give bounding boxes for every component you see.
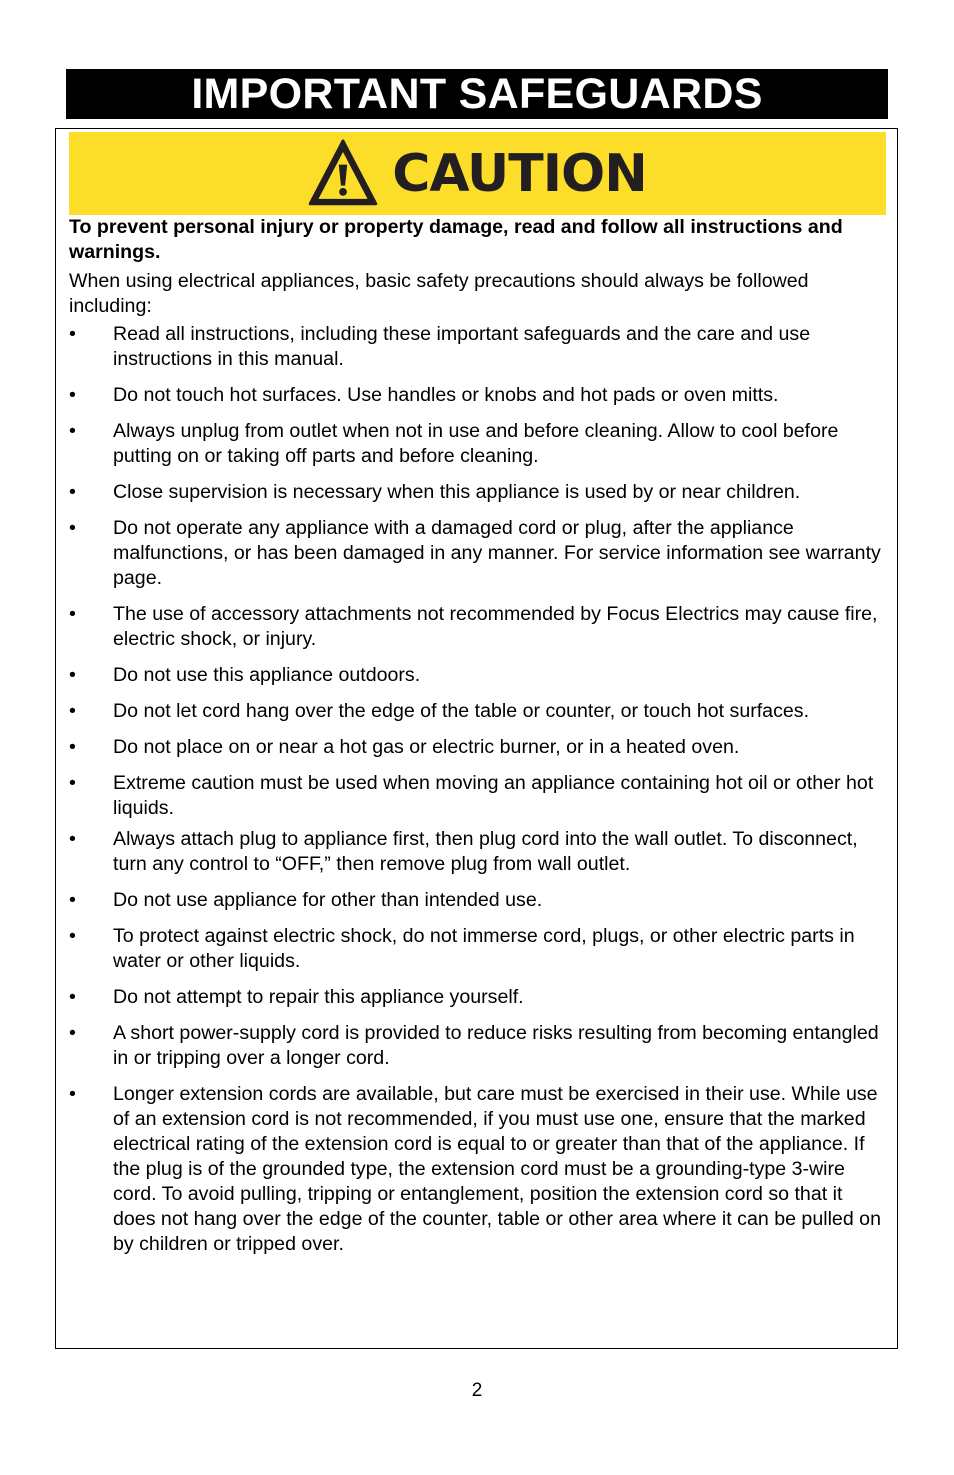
intro-text: When using electrical appliances, basic safety precautions should always be followed including: bbox=[69, 270, 809, 317]
lead-warning: To prevent personal injury or property damage, read and follow all instructions and warnings. bbox=[69, 216, 843, 263]
safeguards-list bbox=[69, 322, 889, 1257]
bullet: • bbox=[69, 420, 76, 442]
bullet: • bbox=[69, 736, 76, 758]
bullet: • bbox=[69, 772, 76, 794]
page-number: 2 bbox=[471, 1380, 483, 1401]
list-item: • Do not touch hot surfaces. Use handles or knobs and hot pads or oven mitts. bbox=[69, 384, 779, 406]
warning-triangle-icon bbox=[308, 138, 378, 208]
bullet: • bbox=[69, 1083, 76, 1105]
safeguards-content bbox=[69, 215, 889, 1268]
bullet: • bbox=[69, 664, 76, 686]
bullet: • bbox=[69, 603, 76, 625]
list-item: • Do not use appliance for other than intended use. bbox=[69, 889, 543, 911]
list-item: • To protect against electric shock, do not immerse cord, plugs, or other electric parts in water or other liquids. bbox=[69, 925, 855, 972]
bullet: • bbox=[69, 986, 76, 1008]
list-item: • Do not use this appliance outdoors. bbox=[69, 664, 421, 686]
bullet: • bbox=[69, 517, 76, 539]
list-item: • Do not attempt to repair this appliance yourself. bbox=[69, 986, 524, 1008]
list-item: • Extreme caution must be used when moving an appliance containing hot oil or other hot liquids. bbox=[69, 772, 874, 819]
bullet: • bbox=[69, 384, 76, 406]
bullet: • bbox=[69, 828, 76, 850]
list-item: • The use of accessory attachments not recommended by Focus Electrics may cause fire, electric shock, or injury. bbox=[69, 603, 878, 650]
caution-banner bbox=[69, 132, 886, 215]
list-item: • Do not let cord hang over the edge of the table or counter, or touch hot surfaces. bbox=[69, 700, 810, 722]
bullet: • bbox=[69, 1022, 76, 1044]
bullet: • bbox=[69, 700, 76, 722]
safeguards-box bbox=[55, 128, 898, 1349]
list-item: • Do not operate any appliance with a damaged cord or plug, after the appliance malfunctions, or has been damaged in any manner. For service information see warranty page. bbox=[69, 517, 881, 589]
bullet: • bbox=[69, 323, 76, 345]
list-item: • Do not place on or near a hot gas or electric burner, or in a heated oven. bbox=[69, 736, 740, 758]
bullet: • bbox=[69, 889, 76, 911]
bullet: • bbox=[69, 481, 76, 503]
list-item: • Always attach plug to appliance first, then plug cord into the wall outlet. To disconnect, turn any control to “OFF,” then remove plug from wall outlet. bbox=[69, 828, 858, 875]
caution-label: CAUTION bbox=[392, 143, 647, 204]
list-item: • Read all instructions, including these important safeguards and the care and use instructions in this manual. bbox=[69, 323, 811, 370]
page-title: IMPORTANT SAFEGUARDS bbox=[66, 69, 888, 119]
list-item: • Close supervision is necessary when this appliance is used by or near children. bbox=[69, 481, 801, 503]
list-item: • Always unplug from outlet when not in use and before cleaning. Allow to cool before putting on or taking off parts and before cleaning. bbox=[69, 420, 839, 467]
bullet: • bbox=[69, 925, 76, 947]
list-item: • Longer extension cords are available, but care must be exercised in their use. While use of an extension cord is not recommended, if you must use one, ensure that the marked electrical rating of the extension cord is equal to or greater than that of the appliance. If the plug is of the grounded type, the extension cord must be a grounding-type 3-wire cord. To avoid pulling, tripping or entanglement, position the extension cord so that it does not hang over the edge of the counter, table or other area where it can be pulled on by children or tripped over. bbox=[69, 1083, 881, 1255]
list-item: • A short power-supply cord is provided to reduce risks resulting from becoming entangled in or tripping over a longer cord. bbox=[69, 1022, 879, 1069]
